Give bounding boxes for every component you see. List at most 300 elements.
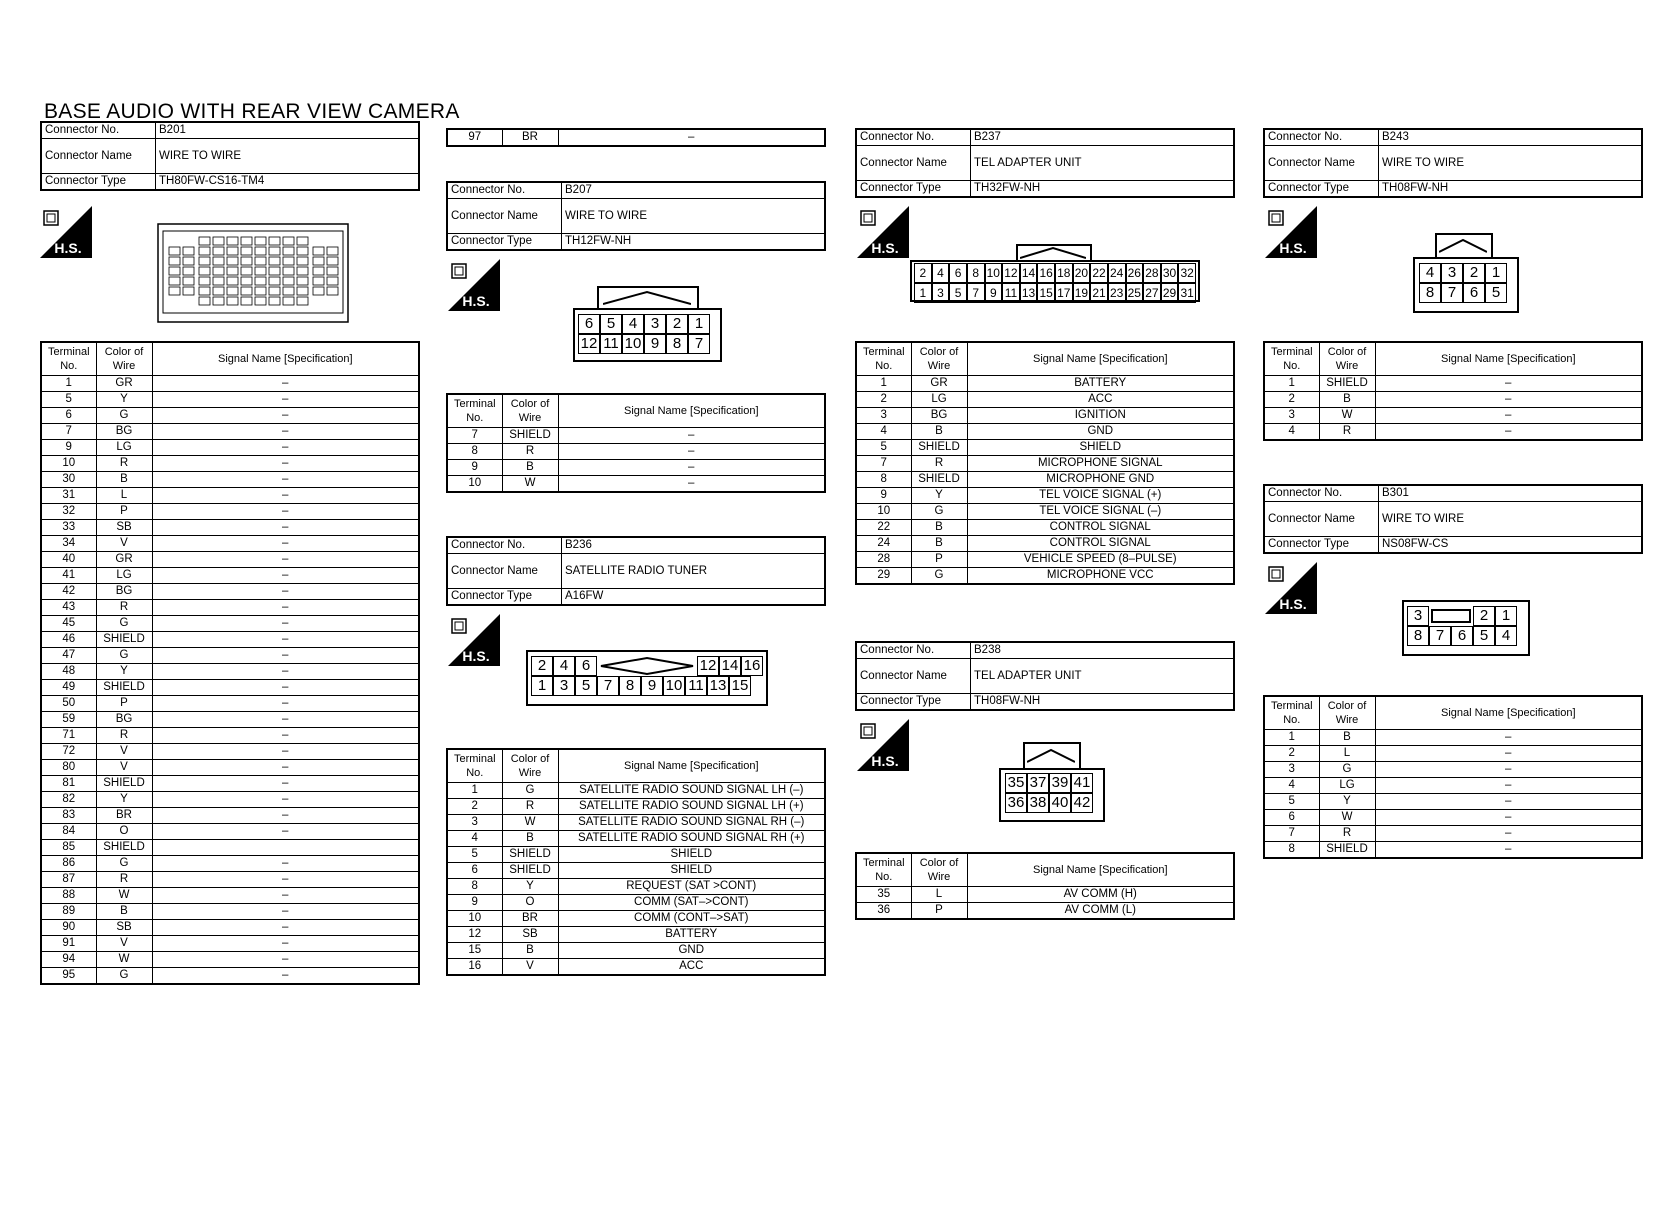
signal-name-cell: – — [1375, 842, 1642, 859]
b243-pin: 2 — [1463, 263, 1485, 283]
signal-name-cell: IGNITION — [967, 408, 1234, 424]
connector-type-value: TH08FW-NH — [971, 694, 1235, 711]
b238-pin: 37 — [1027, 773, 1049, 793]
b237-pin: 23 — [1108, 283, 1126, 303]
wire-color-cell: GR — [911, 376, 967, 392]
wire-color-cell: GR — [96, 376, 152, 392]
wire-color-cell: SHIELD — [1319, 842, 1375, 859]
wire-color-cell: L — [96, 488, 152, 504]
terminal-no-cell: 40 — [41, 552, 96, 568]
terminal-no-cell: 5 — [447, 847, 502, 863]
table-row — [856, 376, 1234, 392]
signal-name-cell: – — [152, 376, 419, 392]
harness-side-icon — [40, 206, 92, 258]
table-row — [1264, 730, 1642, 746]
signal-name-cell: – — [152, 440, 419, 456]
signal-name-cell: – — [152, 712, 419, 728]
terminal-table-b207 — [446, 393, 826, 493]
terminal-no-cell: 80 — [41, 760, 96, 776]
terminal-no-cell: 90 — [41, 920, 96, 936]
terminal-table-b207-wrap — [446, 393, 826, 493]
terminal-no-cell: 3 — [1264, 408, 1319, 424]
color-of-wire-header: Color of Wire — [911, 342, 967, 376]
terminal-no-cell: 8 — [447, 879, 502, 895]
table-row — [41, 552, 419, 568]
connector-type-label: Connector Type — [447, 589, 562, 606]
terminal-no-cell: 15 — [447, 943, 502, 959]
table-row — [41, 616, 419, 632]
wire-color-cell: G — [96, 648, 152, 664]
signal-name-cell: – — [1375, 826, 1642, 842]
signal-name-cell: AV COMM (L) — [967, 903, 1234, 920]
terminal-no-cell: 71 — [41, 728, 96, 744]
wire-color-cell: G — [96, 856, 152, 872]
wire-color-cell: G — [1319, 762, 1375, 778]
signal-name-cell: MICROPHONE VCC — [967, 568, 1234, 585]
connector-no-label: Connector No. — [1264, 485, 1379, 502]
terminal-no-cell: 47 — [41, 648, 96, 664]
wire-color-cell: W — [502, 815, 558, 831]
signal-name-cell: – — [1375, 730, 1642, 746]
table-row — [447, 444, 825, 460]
signal-name-cell: – — [152, 728, 419, 744]
signal-name-cell: – — [152, 664, 419, 680]
signal-name-cell: – — [152, 584, 419, 600]
table-row — [856, 504, 1234, 520]
b237-pin: 22 — [1090, 263, 1108, 283]
wire-color-cell: R — [96, 872, 152, 888]
connector-b236 — [446, 536, 826, 606]
b238-pin: 36 — [1005, 793, 1027, 813]
b236-pin: 11 — [685, 676, 707, 696]
connector-info-b238 — [855, 641, 1235, 711]
terminal-no-cell: 95 — [41, 968, 96, 985]
wire-color-cell: V — [96, 936, 152, 952]
table-row — [1264, 408, 1642, 424]
table-row — [41, 856, 419, 872]
signal-name-cell — [152, 840, 419, 856]
b236-pin: 6 — [575, 656, 597, 676]
b237-pin: 31 — [1178, 283, 1196, 303]
b243-pin: 8 — [1419, 283, 1441, 303]
connector-name-value: WIRE TO WIRE — [1379, 146, 1643, 181]
signal-name-cell: – — [1375, 810, 1642, 826]
signal-name-cell: – — [1375, 746, 1642, 762]
table-row — [41, 792, 419, 808]
signal-name-cell: – — [152, 552, 419, 568]
terminal-no-cell: 16 — [447, 959, 502, 976]
b301-pin: 8 — [1407, 626, 1429, 646]
signal-name-cell: – — [152, 472, 419, 488]
b237-pin: 24 — [1108, 263, 1126, 283]
wire-color-cell: BR — [96, 808, 152, 824]
terminal-no-cell: 8 — [1264, 842, 1319, 859]
connector-info-b201 — [40, 121, 420, 191]
b236-pin: 13 — [707, 676, 729, 696]
table-row — [41, 952, 419, 968]
table-row — [41, 648, 419, 664]
wire-color-cell: BR — [502, 129, 558, 146]
b207-pin: 4 — [622, 314, 644, 334]
wire-color-cell: W — [1319, 408, 1375, 424]
wire-color-cell: R — [502, 444, 558, 460]
wire-color-cell: LG — [96, 440, 152, 456]
connector-no-label: Connector No. — [41, 122, 156, 139]
b301-pin: 4 — [1495, 626, 1517, 646]
signal-name-header: Signal Name [Specification] — [558, 749, 825, 783]
terminal-no-cell: 81 — [41, 776, 96, 792]
b237-pin: 6 — [949, 263, 967, 283]
connector-b301 — [1263, 484, 1643, 554]
terminal-no-cell: 24 — [856, 536, 911, 552]
wire-color-cell: L — [1319, 746, 1375, 762]
signal-name-cell: – — [152, 744, 419, 760]
b237-pin: 4 — [932, 263, 950, 283]
b243-pin: 5 — [1485, 283, 1507, 303]
signal-name-cell: MICROPHONE SIGNAL — [967, 456, 1234, 472]
b237-pin: 17 — [1055, 283, 1073, 303]
table-row — [41, 472, 419, 488]
signal-name-cell: – — [152, 504, 419, 520]
b238-pin: 39 — [1049, 773, 1071, 793]
connector-name-value: TEL ADAPTER UNIT — [971, 146, 1235, 181]
b236-connector-face — [526, 650, 771, 710]
table-row — [41, 424, 419, 440]
table-row — [856, 408, 1234, 424]
terminal-no-cell: 6 — [1264, 810, 1319, 826]
hs-label: H.S. — [871, 753, 899, 769]
terminal-no-cell: 35 — [856, 887, 911, 903]
b237-pin: 12 — [1002, 263, 1020, 283]
wire-color-cell: B — [911, 536, 967, 552]
terminal-no-cell: 49 — [41, 680, 96, 696]
b201-connector-face — [157, 223, 349, 323]
terminal-no-cell: 22 — [856, 520, 911, 536]
wire-color-cell: W — [502, 476, 558, 493]
wire-color-cell: BG — [911, 408, 967, 424]
b207-pin: 8 — [666, 334, 688, 354]
b237-pin: 2 — [914, 263, 932, 283]
b236-pin: 8 — [619, 676, 641, 696]
terminal-no-cell: 12 — [447, 927, 502, 943]
terminal-no-cell: 36 — [856, 903, 911, 920]
wire-color-cell: W — [1319, 810, 1375, 826]
b236-pin: 10 — [663, 676, 685, 696]
wire-color-cell: SHIELD — [911, 440, 967, 456]
terminal-no-cell: 7 — [41, 424, 96, 440]
signal-name-cell: – — [152, 952, 419, 968]
terminal-no-cell: 42 — [41, 584, 96, 600]
signal-name-cell: – — [152, 520, 419, 536]
table-row — [1264, 376, 1642, 392]
b236-pin: 4 — [553, 656, 575, 676]
table-row — [41, 808, 419, 824]
signal-name-cell: – — [152, 456, 419, 472]
b236-pin: 14 — [719, 656, 741, 676]
b238-pin: 38 — [1027, 793, 1049, 813]
harness-side-icon — [1265, 562, 1317, 614]
b301-pin: 6 — [1451, 626, 1473, 646]
terminal-no-cell: 5 — [856, 440, 911, 456]
wire-color-cell: Y — [502, 879, 558, 895]
table-row — [856, 440, 1234, 456]
terminal-no-cell: 10 — [447, 911, 502, 927]
terminal-no-cell: 89 — [41, 904, 96, 920]
table-row — [41, 760, 419, 776]
b237-pin: 15 — [1037, 283, 1055, 303]
wire-color-cell: B — [1319, 730, 1375, 746]
terminal-table-b237-wrap — [855, 341, 1235, 585]
wire-color-cell: W — [96, 888, 152, 904]
terminal-no-cell: 4 — [1264, 424, 1319, 441]
wire-color-cell: V — [96, 760, 152, 776]
table-row — [41, 888, 419, 904]
terminal-table-b243-wrap — [1263, 341, 1643, 441]
wire-color-cell: L — [911, 887, 967, 903]
b237-pin: 27 — [1143, 283, 1161, 303]
wire-color-cell: BG — [96, 584, 152, 600]
b237-pin: 21 — [1090, 283, 1108, 303]
signal-name-cell: – — [1375, 408, 1642, 424]
b237-pin: 11 — [1002, 283, 1020, 303]
b237-pin: 1 — [914, 283, 932, 303]
table-row — [447, 847, 825, 863]
connector-name-value: WIRE TO WIRE — [156, 139, 420, 174]
terminal-no-cell: 87 — [41, 872, 96, 888]
harness-side-icon — [448, 614, 500, 666]
table-row — [447, 959, 825, 976]
connector-info-b237 — [855, 128, 1235, 198]
color-of-wire-header: Color of Wire — [911, 853, 967, 887]
table-row — [447, 129, 825, 146]
b243-pin: 6 — [1463, 283, 1485, 303]
hs-label: H.S. — [1279, 240, 1307, 256]
terminal-no-cell: 4 — [1264, 778, 1319, 794]
connector-info-b301 — [1263, 484, 1643, 554]
table-row — [856, 568, 1234, 585]
connector-type-label: Connector Type — [856, 694, 971, 711]
wire-color-cell: SHIELD — [502, 428, 558, 444]
b201-continuation — [446, 128, 826, 147]
b243-pin: 4 — [1419, 263, 1441, 283]
signal-name-cell: – — [152, 920, 419, 936]
terminal-no-cell: 32 — [41, 504, 96, 520]
terminal-no-cell: 1 — [41, 376, 96, 392]
table-row — [41, 920, 419, 936]
b236-pin: 9 — [641, 676, 663, 696]
wire-color-cell: SHIELD — [96, 632, 152, 648]
table-row — [41, 440, 419, 456]
b236-pin: 7 — [597, 676, 619, 696]
b237-pin: 13 — [1020, 283, 1038, 303]
terminal-no-cell: 3 — [447, 815, 502, 831]
b207-pin: 6 — [578, 314, 600, 334]
b207-pin: 7 — [688, 334, 710, 354]
terminal-table-b236 — [446, 748, 826, 976]
hs-label: H.S. — [54, 240, 82, 256]
wire-color-cell: B — [502, 460, 558, 476]
terminal-no-cell: 10 — [856, 504, 911, 520]
wire-color-cell: R — [96, 600, 152, 616]
terminal-no-cell: 83 — [41, 808, 96, 824]
b237-pin: 10 — [985, 263, 1003, 283]
b237-pin: 9 — [985, 283, 1003, 303]
table-row — [447, 783, 825, 799]
terminal-no-cell: 10 — [447, 476, 502, 493]
terminal-no-cell: 1 — [856, 376, 911, 392]
color-of-wire-header: Color of Wire — [1319, 696, 1375, 730]
table-row — [41, 936, 419, 952]
wire-color-cell: Y — [96, 664, 152, 680]
wire-color-cell: B — [96, 904, 152, 920]
hs-label: H.S. — [462, 648, 490, 664]
terminal-no-cell: 10 — [41, 456, 96, 472]
table-row — [41, 504, 419, 520]
b237-pin: 14 — [1020, 263, 1038, 283]
terminal-no-cell: 4 — [856, 424, 911, 440]
table-row — [447, 863, 825, 879]
harness-side-icon — [448, 259, 500, 311]
connector-b238 — [855, 641, 1235, 711]
terminal-table-b201-wrap — [40, 341, 420, 985]
table-row — [856, 520, 1234, 536]
wire-color-cell: P — [911, 903, 967, 920]
harness-side-icon — [1265, 206, 1317, 258]
terminal-no-cell: 29 — [856, 568, 911, 585]
b237-connector-face — [910, 244, 1210, 306]
signal-name-cell: – — [1375, 376, 1642, 392]
signal-name-cell: BATTERY — [558, 927, 825, 943]
terminal-no-header: Terminal No. — [856, 853, 911, 887]
table-row — [856, 488, 1234, 504]
connector-name-label: Connector Name — [447, 199, 562, 234]
b301-pin: 1 — [1495, 606, 1517, 626]
table-row — [41, 744, 419, 760]
wire-color-cell: P — [96, 696, 152, 712]
signal-name-cell: TEL VOICE SIGNAL (+) — [967, 488, 1234, 504]
connector-type-value: TH32FW-NH — [971, 181, 1235, 198]
connector-type-value: A16FW — [562, 589, 826, 606]
signal-name-header: Signal Name [Specification] — [152, 342, 419, 376]
b301-connector-face — [1402, 600, 1537, 660]
connector-no-label: Connector No. — [856, 642, 971, 659]
wire-color-cell: SHIELD — [502, 863, 558, 879]
signal-name-cell: – — [152, 776, 419, 792]
terminal-no-cell: 7 — [447, 428, 502, 444]
terminal-no-cell: 1 — [447, 783, 502, 799]
terminal-no-cell: 5 — [41, 392, 96, 408]
b207-pin: 9 — [644, 334, 666, 354]
wire-color-cell: SHIELD — [96, 840, 152, 856]
signal-name-cell: – — [152, 888, 419, 904]
table-row — [41, 488, 419, 504]
b238-pin: 41 — [1071, 773, 1093, 793]
terminal-no-cell: 3 — [856, 408, 911, 424]
terminal-table-b243 — [1263, 341, 1643, 441]
connector-type-label: Connector Type — [1264, 537, 1379, 554]
wire-color-cell: SHIELD — [502, 847, 558, 863]
table-row — [447, 943, 825, 959]
wire-color-cell: P — [911, 552, 967, 568]
terminal-no-header: Terminal No. — [447, 394, 502, 428]
b237-pin: 16 — [1037, 263, 1055, 283]
wire-color-cell: Y — [911, 488, 967, 504]
table-row — [1264, 794, 1642, 810]
connector-name-label: Connector Name — [1264, 146, 1379, 181]
connector-no-value: B207 — [562, 182, 826, 199]
terminal-no-cell: 59 — [41, 712, 96, 728]
b301-pin: 7 — [1429, 626, 1451, 646]
connector-type-label: Connector Type — [1264, 181, 1379, 198]
connector-type-value: TH80FW-CS16-TM4 — [156, 174, 420, 191]
connector-no-label: Connector No. — [447, 537, 562, 554]
table-row — [41, 680, 419, 696]
terminal-no-cell: 82 — [41, 792, 96, 808]
b236-pin: 3 — [553, 676, 575, 696]
table-row — [856, 424, 1234, 440]
wire-color-cell: R — [502, 799, 558, 815]
signal-name-cell: – — [152, 392, 419, 408]
table-row — [447, 879, 825, 895]
table-row — [447, 460, 825, 476]
connector-b243 — [1263, 128, 1643, 198]
signal-name-cell: SATELLITE RADIO SOUND SIGNAL RH (+) — [558, 831, 825, 847]
b301-pin: 2 — [1473, 606, 1495, 626]
signal-name-cell: – — [1375, 392, 1642, 408]
connector-name-value: SATELLITE RADIO TUNER — [562, 554, 826, 589]
terminal-no-cell: 31 — [41, 488, 96, 504]
table-row — [1264, 810, 1642, 826]
wire-color-cell: W — [96, 952, 152, 968]
table-row — [41, 728, 419, 744]
connector-name-label: Connector Name — [856, 146, 971, 181]
wire-color-cell: LG — [911, 392, 967, 408]
b237-pin: 28 — [1143, 263, 1161, 283]
b238-pin: 35 — [1005, 773, 1027, 793]
signal-name-cell: – — [152, 408, 419, 424]
signal-name-cell: – — [152, 904, 419, 920]
signal-name-cell: ACC — [558, 959, 825, 976]
wire-color-cell: B — [1319, 392, 1375, 408]
signal-name-cell: SATELLITE RADIO SOUND SIGNAL RH (–) — [558, 815, 825, 831]
b207-connector-face — [573, 286, 723, 366]
table-row — [856, 887, 1234, 903]
table-row — [41, 968, 419, 985]
b237-pin: 8 — [967, 263, 985, 283]
terminal-table-b201-continued — [446, 128, 826, 147]
signal-name-cell: – — [152, 568, 419, 584]
table-row — [447, 799, 825, 815]
signal-name-cell: – — [558, 460, 825, 476]
connector-type-value: NS08FW-CS — [1379, 537, 1643, 554]
b243-connector-face — [1413, 233, 1523, 315]
table-row — [41, 568, 419, 584]
b207-pin: 2 — [666, 314, 688, 334]
b243-pin: 1 — [1485, 263, 1507, 283]
table-row — [447, 895, 825, 911]
terminal-no-cell: 9 — [447, 460, 502, 476]
connector-no-value: B301 — [1379, 485, 1643, 502]
wire-color-cell: G — [911, 504, 967, 520]
signal-name-cell: TEL VOICE SIGNAL (–) — [967, 504, 1234, 520]
terminal-no-cell: 2 — [447, 799, 502, 815]
terminal-table-b236-wrap — [446, 748, 826, 976]
signal-name-cell: GND — [967, 424, 1234, 440]
signal-name-cell: MICROPHONE GND — [967, 472, 1234, 488]
terminal-no-cell: 2 — [1264, 746, 1319, 762]
terminal-no-cell: 86 — [41, 856, 96, 872]
terminal-no-cell: 6 — [447, 863, 502, 879]
